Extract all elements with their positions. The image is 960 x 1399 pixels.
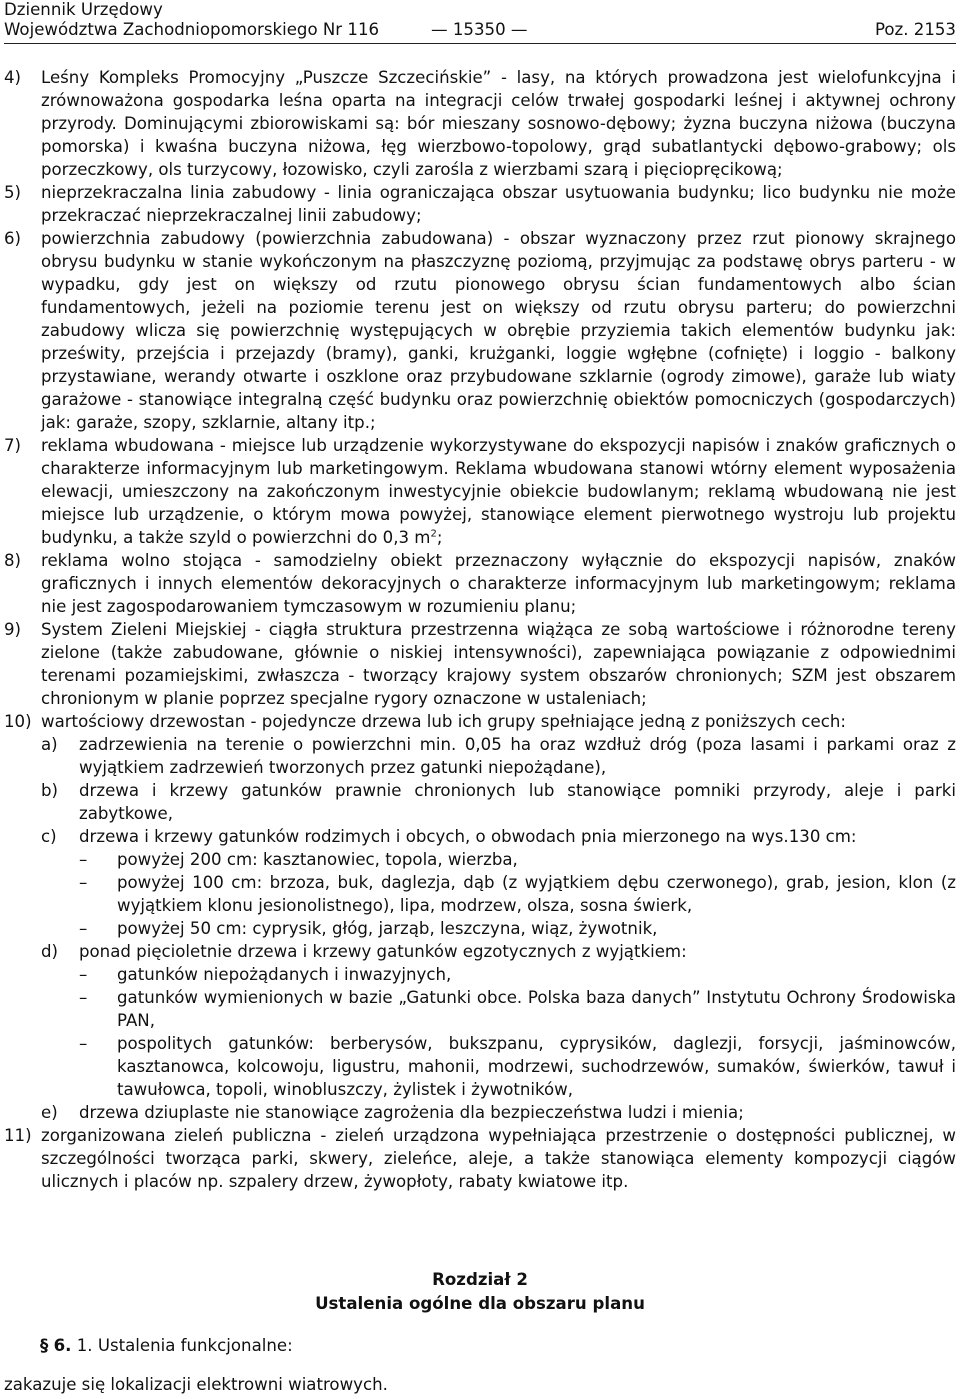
item-number: 10)	[4, 712, 32, 731]
definition-item-4	[4, 66, 956, 181]
position-number: Poz. 2153	[874, 20, 956, 39]
dash-bullet: –	[79, 1034, 88, 1053]
definition-item-5	[4, 181, 956, 227]
section-sign: §	[40, 1336, 49, 1355]
dash-text: pospolitych gatunków: berberysów, bukszpanu, cyprysików, daglezji, forsycji, jaśminowców, kasztanowca, kolcowoju, ligustru, mahonii, modrzewi, suchodrzewów, sumaków, świerków, tawuł i tawułowca, topoli, winobluszczy, żylistek i żywotników,	[117, 1034, 956, 1099]
paragraph-number: 6.	[53, 1336, 72, 1355]
item-text: reklama wbudowana - miejsce lub urządzenie wykorzystywane do ekspozycji napisów i znaków graficznych o charakterze informacyjnym lub marketingowym. Reklama wbudowana stanowi wtórny element wyposażenia elewacji, umieszczony na zakończonym inwestycyjnie obiekcie budowlanym; reklamą wbudowaną nie jest miejsce lub urządzenie, o którym mowa powyżej, stanowiące element pierwotnego wystroju lub projektu budynku, a także szyld o powierzchni do 0,3 m	[41, 436, 956, 547]
subitem-d	[41, 940, 956, 1101]
dash-item	[79, 986, 956, 1032]
item-text: Leśny Kompleks Promocyjny „Puszcze Szczecińskie” - lasy, na których prowadzona jest wielofunkcyjna i zrównoważona gospodarka leśna oparta na integracji celów trwałej gospodarki leśnej i aktywnej ochrony przyrody. Dominującymi zbiorowiskami są: bór mieszany sosnowo-dębowy; żyzna buczyna niżowa (buczyna pomorska) i kwaśna buczyna niżowa, łęg wierzbowo-topolowy, grąd subatlantycki dębowo-grabowy; ols porzeczkowy, ols turzycowy, łozowisko, czyli zarośla z wierzbami szarą i pięciopręcikową;	[41, 68, 956, 179]
item-number: 11)	[4, 1126, 32, 1145]
chapter-subtitle: Ustalenia ogólne dla obszaru planu	[315, 1294, 645, 1313]
dash-text: powyżej 100 cm: brzoza, buk, daglezja, dąb (z wyjątkiem dębu czerwonego), grab, jesion, klon (z wyjątkiem klonu jesionolistnego), lipa, modrzew, olsza, sosna świerk,	[117, 873, 956, 915]
dash-bullet: –	[79, 919, 88, 938]
paragraph-continuation: zakazuje się lokalizacji elektrowni wiatrowych.	[4, 1375, 388, 1394]
item-text-wrapper	[41, 434, 956, 549]
item-text: zorganizowana zieleń publiczna - zieleń urządzona wypełniająca przestrzenie o dostępności publicznej, w szczególności tworząca parki, skwery, zieleńce, aleje, a także stanowiąca elementy kompozycji ciągów ulicznych i placów np. szpalery drzew, żywopłoty, rabaty kwiatowe itp.	[41, 1126, 956, 1191]
subitem-label: e)	[41, 1103, 58, 1122]
header-divider	[4, 43, 956, 44]
item-text: powierzchnia zabudowy (powierzchnia zabudowana) - obszar wyznaczony przez rzut pionowy skrajnego obrysu budynku w stanie wykończonym na płaszczyznę poziomą, przyjmując za podstawę obrys parteru - w wypadku, gdy jest on większy od rzutu pionowego obrysu ścian fundamentowych albo ścian fundamentowych, jeżeli na poziomie terenu jest on większy od rzutu obrysu parteru; do powierzchni zabudowy wlicza się powierzchnię występujących w obrębie przyziemia takich elementów budynku jak: prześwity, przejścia i przejazdy (bramy), ganki, krużganki, loggie wgłębne (cofnięte) i loggio - balkony przystawiane, werandy otwarte i oszklone oraz przybudowane szklarnie (ogrody zimowe), garaże lub wiaty garażowe - stanowiące integralną część budynku oraz powierzchnię obiektów pomocniczych (gospodarczych) jak: garaże, szopy, szklarnie, altany itp.;	[41, 229, 956, 432]
paragraph-text: 1. Ustalenia funkcjonalne:	[76, 1336, 293, 1355]
definition-item-9	[4, 618, 956, 710]
definition-item-11	[4, 1124, 956, 1193]
dash-item	[79, 871, 956, 917]
document-body	[4, 66, 956, 1193]
superscript: 2	[430, 528, 437, 540]
subitem-c	[41, 825, 956, 940]
dash-text: gatunków wymienionych w bazie „Gatunki obce. Polska baza danych” Instytutu Ochrony Środowiska PAN,	[117, 988, 956, 1030]
paragraph-heading	[40, 1336, 293, 1355]
dash-text: powyżej 50 cm: cyprysik, głóg, jarząb, leszczyna, wiąz, żywotnik,	[117, 919, 658, 938]
subitem-body	[79, 825, 956, 940]
item-number: 5)	[4, 183, 22, 202]
dash-bullet: –	[79, 873, 88, 892]
page-number: — 15350 —	[431, 20, 528, 39]
subitem-body	[79, 940, 956, 1101]
dash-item	[79, 848, 956, 871]
item-text: nieprzekraczalna linia zabudowy - linia ograniczająca obszar usytuowania budynku; lico budynku nie może przekraczać nieprzekraczalnej linii zabudowy;	[41, 183, 956, 225]
dash-item	[79, 1032, 956, 1101]
item-number: 7)	[4, 436, 22, 455]
item-text-tail: ;	[436, 528, 443, 547]
definition-item-10	[4, 710, 956, 1124]
dash-item	[79, 917, 956, 940]
subitem-text: drzewa dziuplaste nie stanowiące zagrożenia dla bezpieczeństwa ludzi i mienia;	[79, 1103, 744, 1122]
subitem-label: a)	[41, 735, 58, 754]
dash-bullet: –	[79, 988, 88, 1007]
subitem-e	[41, 1101, 956, 1124]
item-text: System Zieleni Miejskiej - ciągła struktura przestrzenna wiążąca ze sobą wartościowe i różnorodne tereny zielone (także zabudowane, głównie o niskiej intensywności), zapewniająca powiązanie z odpowiednimi terenami pozamiejskimi, zwłaszcza - tworzący krajowy system obszarów chronionych; SZM jest obszarem chronionym w planie poprzez specjalne rygory oznaczone w ustaleniach;	[41, 620, 956, 708]
journal-title: Dziennik Urzędowy	[4, 0, 163, 19]
definition-item-8	[4, 549, 956, 618]
item-body	[41, 710, 956, 1124]
dash-item	[79, 963, 956, 986]
header-row	[4, 20, 956, 40]
dash-text: powyżej 200 cm: kasztanowiec, topola, wierzba,	[117, 850, 518, 869]
voivodeship-issue: Województwa Zachodniopomorskiego Nr 116	[4, 20, 380, 39]
subitem-b	[41, 779, 956, 825]
item-number: 4)	[4, 68, 22, 87]
definition-item-7	[4, 434, 956, 549]
subitem-text: zadrzewienia na terenie o powierzchni min. 0,05 ha oraz wzdłuż dróg (poza lasami i parkami oraz z wyjątkiem zadrzewień tworzonych przez gatunki niepożądane),	[79, 735, 956, 777]
subitem-text: ponad pięcioletnie drzewa i krzewy gatunków egzotycznych z wyjątkiem:	[79, 942, 687, 961]
item-text: reklama wolno stojąca - samodzielny obiekt przeznaczony wyłącznie do ekspozycji napisów, znaków graficznych i innych elementów dekoracyjnych o charakterze informacyjnym lub marketingowym; reklama nie jest zagospodarowaniem tymczasowym w rozumieniu planu;	[41, 551, 956, 616]
subitem-label: b)	[41, 781, 59, 800]
item-number: 9)	[4, 620, 22, 639]
subitem-label: d)	[41, 942, 59, 961]
subitem-text: drzewa i krzewy gatunków prawnie chronionych lub stanowiące pomniki przyrody, aleje i parki zabytkowe,	[79, 781, 956, 823]
dash-bullet: –	[79, 850, 88, 869]
dash-bullet: –	[79, 965, 88, 984]
subitem-text: drzewa i krzewy gatunków rodzimych i obcych, o obwodach pnia mierzonego na wys.130 cm:	[79, 827, 857, 846]
subitem-label: c)	[41, 827, 57, 846]
item-text: wartościowy drzewostan - pojedyncze drzewa lub ich grupy spełniające jedną z poniższych cech:	[41, 712, 846, 731]
item-number: 6)	[4, 229, 22, 248]
chapter-heading: Rozdział 2	[432, 1270, 528, 1289]
definition-item-6	[4, 227, 956, 434]
page-header	[4, 0, 956, 40]
dash-text: gatunków niepożądanych i inwazyjnych,	[117, 965, 452, 984]
subitem-a	[41, 733, 956, 779]
item-number: 8)	[4, 551, 22, 570]
